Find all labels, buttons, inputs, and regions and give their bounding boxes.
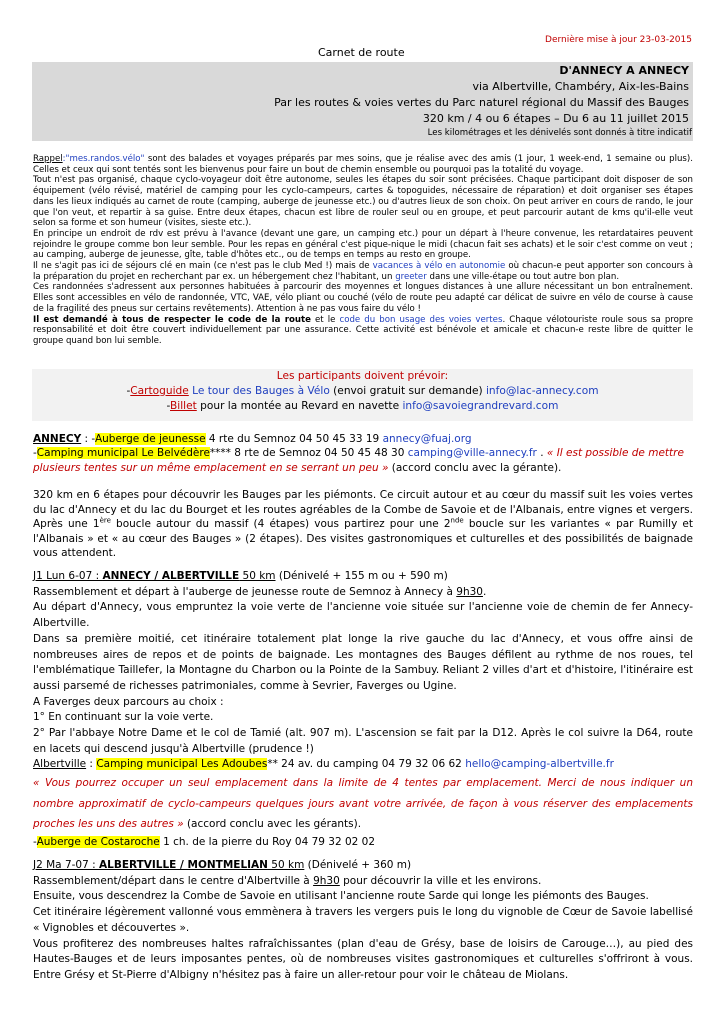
albertville-label: Albertville — [33, 758, 87, 771]
j1-option-2: 2° Par l'abbaye Notre Dame et le col de Tamié (alt. 907 m). L'ascension se fait par la D12. Après le col suivre la D64, route en lacets qui descend jusqu'à Albertville (prudence !) — [33, 727, 693, 755]
rappel-and-text: et le — [310, 314, 340, 325]
greeter-link[interactable]: greeter — [395, 271, 427, 282]
j1-choice-heading: A Faverges deux parcours au choix : — [33, 695, 224, 708]
j2-title-date: J2 Ma 7-07 : — [33, 859, 99, 871]
rappel-label: Rappel — [33, 154, 63, 164]
rappel-autonomy-text: Tout n'est pas organisé, chaque cyclo-voyageur doit être autonome, seules les étapes du soir sont précisées. Chaque participant doit disposer de son équipement (vélo révisé, matériel de camping pour les cyclo-campeurs, cartes & topoguides, nécessaire de réparation) et doit organiser ses étapes dans les lieux indiqués au carnet de route (camping, auberge de jeunesse etc.) ou d'autres lieux de son choix. On peut arriver en cours de rando, le jour que l'on veut, et repartir à sa guise. Entre deux étapes, chacun est libre de rouler seul ou en groupe, et peut parcourir autant de kms qu'il-elle veut selon sa forme et son humeur (visites, sieste etc.). — [33, 175, 693, 229]
stage-j1 — [33, 569, 693, 850]
j1-departure-text: Au départ d'Annecy, vous empruntez la voie verte de l'ancienne voie située sur l'ancienne voie de chemin de fer Annecy-Albertville. — [33, 601, 693, 630]
savoiegrandrevard-email-link[interactable]: info@savoiegrandrevard.com — [402, 400, 559, 412]
j1-title-km: 50 km — [239, 570, 276, 582]
code-route-notice: Il est demandé à tous de respecter le code de la route — [33, 314, 311, 325]
rappel-section — [33, 154, 693, 347]
camping-adoubes-note: (accord conclu avec les gérants). — [183, 818, 362, 831]
participants-title: Les participants doivent prévoir: — [276, 370, 449, 382]
route-title: D'ANNECY A ANNECY — [559, 64, 689, 77]
rappel-responsibility-text: . Chaque vélotouriste roule sous sa propre responsabilité et doit être couvert individuellement par une assurance. Cette activité est bénévole et amicale et chacun-e reste libre de quitter le groupe quand bon lui semble. — [33, 314, 693, 346]
superscript: ère — [99, 516, 111, 525]
j2-meeting-text: Rassemblement/départ dans le centre d'Albertville à — [33, 874, 314, 887]
j2-meeting-time: 9h30 — [313, 874, 340, 887]
j2-title-route: ALBERTVILLE / MONTMELIAN — [99, 859, 268, 871]
rappel-meeting-text: En principe un endroit de rdv est prévu à l'avance (devant une gare, un camping etc.) pour un départ à l'heure convenue, les retardataires peuvent rejoindre le groupe comme bon leur semble. Pour les repas en général c'est pique-nique le midi (chacun fait ses achats) et le soir c'est comme on veut ; au camping, auberge de jeunesse, gîte, table d'hôtes etc., ou de temps en temps au resto en groupe. — [33, 228, 693, 261]
auberge-costaroche-name: Auberge de Costaroche — [36, 835, 160, 848]
lac-annecy-email-link[interactable]: info@lac-annecy.com — [485, 385, 599, 397]
route-description: Par les routes & voies vertes du Parc naturel régional du Massif des Bauges — [274, 96, 689, 109]
circuit-intro — [33, 488, 693, 561]
j1-title-route: ANNECY / ALBERTVILLE — [102, 570, 240, 582]
last-update-date: Dernière mise à jour 23-03-2015 — [545, 35, 692, 45]
rappel-audience-text: Ces randonnées s'adressent aux personnes habituées à parcourir des moyennes et longues distances à une allure nécessitant un bon entraînement. Elles sont accessibles en vélo de randonnée, VTC, VAE, vélo pliant ou couché (vélo de route peu adapté car délicat de suivre en vélo de course à cause de la fragilité des pneus sur certains revêtements). Attention à ne pas vous faire du vélo ! — [33, 282, 693, 314]
j2-title-km: 50 km — [267, 859, 305, 871]
dash: - — [33, 447, 37, 460]
j2-elevation: (Dénivelé + 360 m) — [304, 859, 412, 871]
intro-text-b: boucle autour du massif (4 étapes) vous partirez pour une 2 — [110, 518, 451, 530]
rappel-club-text: Il ne s'agit pas ici de séjours clé en main (ce n'est pas le club Med !) mais de — [33, 261, 373, 272]
vacances-velo-autonomie-link[interactable]: vacances à vélo en autonomie — [372, 261, 506, 272]
separator: : - — [81, 433, 95, 445]
disclaimer-note: Les kilométrages et les dénivelés sont donnés à titre indicatif — [427, 128, 692, 138]
camping-annecy-email-link[interactable]: camping@ville-annecy.fr — [407, 447, 537, 460]
intro-text-a: 320 km en 6 étapes pour découvrir les Bauges par les piémonts. Ce circuit autour et au cœur du massif suit les voies vertes du lac d'Annecy et du lac du Bourget et les routes agréables de la Combe de Savoie et de l'Albanais, entre vignes et vergers. Après une 1 — [33, 489, 693, 530]
j2-meeting-rest: pour découvrir la ville et les environs. — [339, 874, 542, 887]
j2-vignoble-text: Cet itinéraire légèrement vallonné vous emmènera à travers les vergers puis le long du vignoble de Cœur de Savoie labellisé « Vignobles et découvertes ». — [33, 906, 693, 934]
dash: - — [126, 385, 131, 397]
superscript: nde — [450, 516, 464, 525]
j1-option-1: 1° En continuant sur la voie verte. — [33, 711, 214, 724]
camping-adoubes-quote: « Vous pourrez occuper un seul emplacement dans la limite de 4 tentes par emplacement. Merci de nous indiquer un nombre approximatif de cyclo-campeurs quelques jours avant votre arrivée, de façon à vous réserver des emplacements proches les uns des autres » — [33, 777, 693, 831]
billet-note: pour la montée au Revard en navette — [196, 400, 403, 412]
carnet-title: Carnet de route — [318, 46, 405, 59]
separator: . — [536, 447, 547, 460]
participants-box — [32, 369, 693, 421]
rappel-intro-text: sont des balades et voyages préparés par mes soins, que je réalise avec des amis (1 jour, 1 week-end, 1 semaine ou plus). Celles et ceux qui sont tentés sont les bienvenus pour faire un bout de chemin ensemble ou pourquoi pas la totalité du voyage. — [33, 154, 693, 175]
period: . — [482, 585, 487, 598]
j1-meeting-time: 9h30 — [456, 585, 483, 598]
annecy-label: ANNECY — [33, 433, 82, 445]
camping-adoubes-name: Camping municipal Les Adoubes — [96, 758, 268, 771]
annecy-section — [33, 432, 693, 475]
auberge-costaroche-address: 1 ch. de la pierre du Roy 04 79 32 02 02 — [159, 835, 376, 848]
rappel-prep-text: où chacun-e peut apporter son concours à la préparation du projet en recherchant par ex. un hébergement chez l'habitant, un — [33, 261, 693, 282]
j1-title-date: J1 Lun 6-07 : — [33, 570, 103, 582]
auberge-jeunesse-name: Auberge de jeunesse — [94, 433, 206, 445]
dash: - — [33, 835, 37, 848]
separator: : — [86, 758, 97, 771]
cartoguide-title: Le tour des Bauges à Vélo — [188, 385, 330, 397]
fuaj-email-link[interactable]: annecy@fuaj.org — [382, 433, 472, 445]
intro-text-c: boucle sur les variantes « par Rumilly et l'Albanais » et « au cœur des Bauges » (2 étapes). Des visites gastronomiques et culturelles et des possibilités de baignade vous attendent. — [33, 518, 693, 559]
dash: - — [166, 400, 170, 412]
route-via: via Albertville, Chambéry, Aix-les-Bains — [472, 80, 689, 93]
camping-belvedere-quote: « Il est possible de mettre plusieurs tentes sur un même emplacement en se serrant un peu » — [33, 447, 684, 474]
stage-j2 — [33, 858, 693, 984]
camping-belvedere-address: **** 8 rte de Semnoz 04 50 45 48 30 — [209, 447, 408, 460]
camping-adoubes-address: ** 24 av. du camping 04 79 32 06 62 — [267, 758, 466, 771]
route-summary: 320 km / 4 ou 6 étapes – Du 6 au 11 juillet 2015 — [422, 112, 689, 125]
camping-albertville-email-link[interactable]: hello@camping-albertville.fr — [465, 758, 614, 771]
j2-combe-text: Ensuite, vous descendrez la Combe de Savoie en utilisant l'ancienne route Sarde qui longe les piémonts des Bauges. — [33, 890, 649, 903]
code-voies-vertes-link[interactable]: code du bon usage des voies vertes — [339, 314, 503, 325]
camping-belvedere-name: Camping municipal Le Belvédère — [36, 447, 210, 460]
j1-meeting-text: Rassemblement et départ à l'auberge de jeunesse route de Semnoz à Annecy à — [33, 585, 457, 598]
cartoguide-link[interactable]: Cartoguide — [130, 385, 189, 397]
j1-description-text: Dans sa première moitié, cet itinéraire totalement plat longe la rive gauche du lac d'Annecy, et vous offre ainsi de nombreuses aires de repos et de points de baignade. Les montagnes des Bauges défilent au rythme de nos roues, tel l'emblématique Taillefer, la Montagne du Charbon ou la Pointe de la Sambuy. Reliant 2 villes d'art et d'histoire, l'itinéraire est aussi parsemé de richesses patrimoniales, comme à Sevrier, Faverges ou Ugine. — [33, 632, 693, 692]
mes-randos-velo-link[interactable]: :"mes.randos.vélo" — [62, 154, 145, 164]
j2-haltes-text: Vous profiterez des nombreuses haltes rafraîchissantes (plan d'eau de Grésy, base de loisirs de Carouge…), au pied des Hautes-Bauges et de leurs imposantes pentes, où de nombreuses visites gastronomiques et culturelles s'offriront à vous. Entre Grésy et St-Pierre d'Albigny n'hésitez pas à faire un aller-retour pour voir le château de Miolans. — [33, 937, 693, 981]
cartoguide-note: (envoi gratuit sur demande) — [329, 385, 486, 397]
rappel-plan-text: dans une ville-étape ou tout autre bon plan. — [426, 271, 620, 282]
camping-belvedere-note: (accord conclu avec la gérante). — [388, 461, 562, 474]
billet-link[interactable]: Billet — [170, 400, 197, 412]
auberge-jeunesse-address: 4 rte du Semnoz 04 50 45 33 19 — [205, 433, 383, 445]
j1-elevation: (Dénivelé + 155 m ou + 590 m) — [275, 570, 448, 582]
